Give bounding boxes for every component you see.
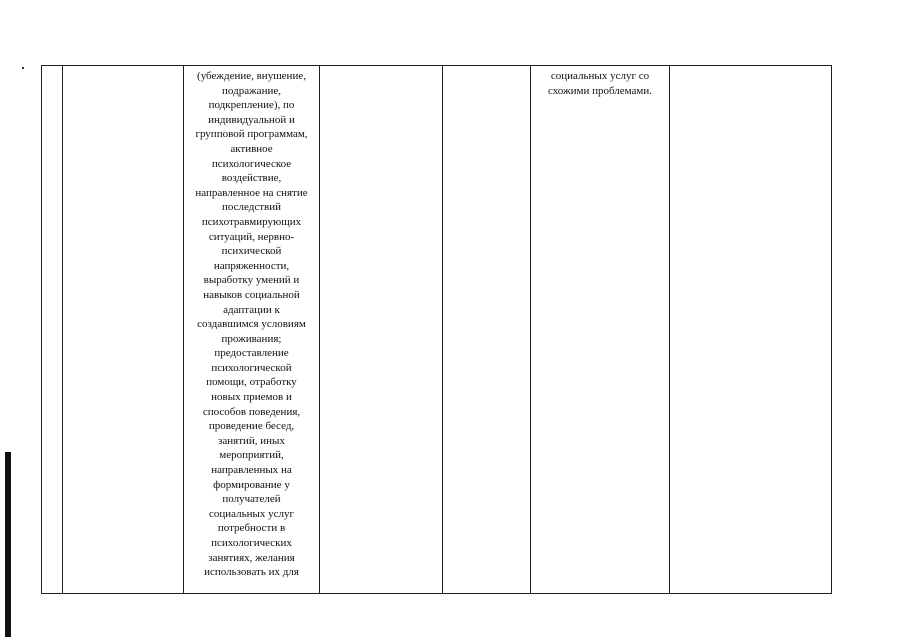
service-description-text: (убеждение, внушение, подражание, подкрепление), по индивидуальной и групповой программам, активное психологическое воздействие, направленное на снятие последствий психотравмирующих ситуаций, нервно- психической напряженности, выработку умений и навыков социальной адаптации к создавшимся условиям проживания; предоставление психологической помощи, отработку новых приемов и способов поведения, проведение бесед, занятий, иных мероприятий, направленных на формирование у получателей социальных услуг потребности в психологических занятиях, желания использовать их для xyxy=(195,70,308,579)
table-cell-service-result xyxy=(531,66,670,594)
table-row xyxy=(42,66,832,594)
table-cell-col4 xyxy=(320,66,443,594)
table-cell-col7 xyxy=(670,66,832,594)
table-cell-col5 xyxy=(443,66,531,594)
binding-edge-mark xyxy=(5,452,11,637)
service-result-text: социальных услуг со схожими проблемами. xyxy=(547,70,653,97)
table-cell-col1 xyxy=(42,66,63,594)
scan-artifact xyxy=(22,67,24,69)
document-table xyxy=(41,65,832,594)
table-cell-service-description xyxy=(184,66,320,594)
table-cell-col2 xyxy=(63,66,184,594)
